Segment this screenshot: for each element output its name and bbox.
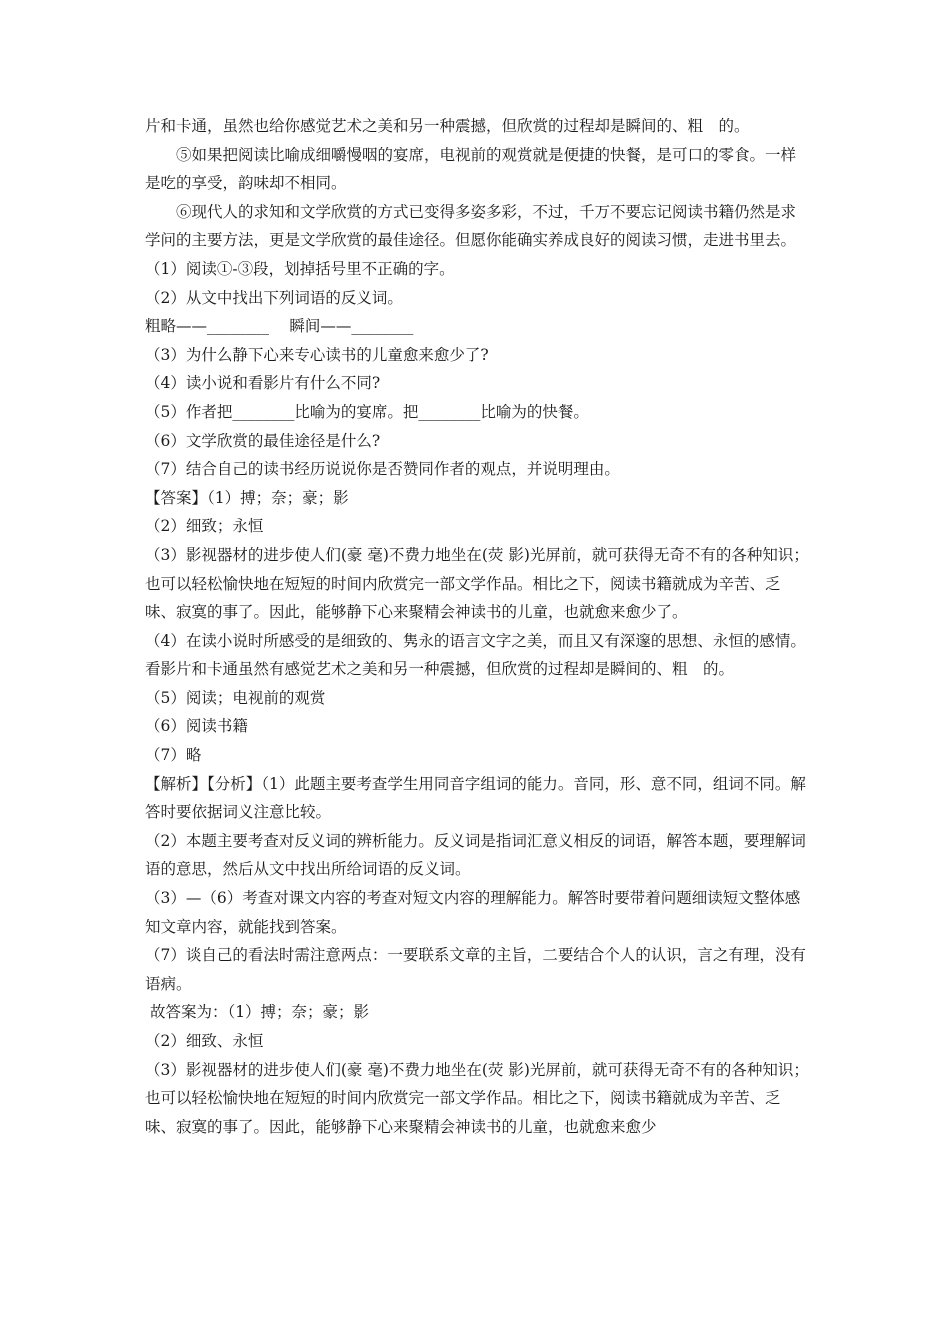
text-paragraph: 片和卡通，虽然也给你感觉艺术之美和另一种震撼，但欣赏的过程却是瞬间的、粗 的。	[145, 117, 750, 135]
text-paragraph: （2）细致、永恒	[145, 1032, 264, 1050]
text-paragraph: （7）谈自己的看法时需注意两点：一要联系文章的主旨，二要结合个人的认识，言之有理，没有语病。	[145, 946, 806, 993]
text-paragraph: 粗略——________ 瞬间——________	[145, 317, 414, 336]
text-paragraph: （3）影视器材的进步使人们(豪 毫)不费力地坐在(荧 影)光屏前，就可获得无奇不有的各种知识；也可以轻松愉快地在短短的时间内欣赏完一部文学作品。相比之下，阅读书籍就成为辛苦、乏味、寂寞的事了。因此，能够静下心来聚精会神读书的儿童，也就愈来愈少	[145, 1060, 809, 1136]
text-paragraph: （5）阅读；电视前的观赏	[145, 688, 326, 707]
text-paragraph: （2）本题主要考查对反义词的辨析能力。反义词是指词汇意义相反的词语，解答本题，要理解词语的意思，然后从文中找出所给词语的反义词。	[145, 831, 806, 879]
text-paragraph: （7）结合自己的读书经历说说你是否赞同作者的观点，并说明理由。	[145, 460, 620, 479]
text-paragraph: （3）—（6）考查对课文内容的考查对短文内容的理解能力。解答时要带着问题细读短文整体感知文章内容，就能找到答案。	[145, 889, 801, 936]
text-paragraph: 故答案为：（1）搏；奈；豪；影	[145, 1003, 370, 1022]
text-paragraph: （7）略	[145, 746, 202, 765]
text-paragraph: 【解析】【分析】（1）此题主要考查学生用同音字组词的能力。音同，形、意不同，组词不同。解答时要依据词义注意比较。	[145, 774, 806, 822]
text-paragraph: ⑤如果把阅读比喻成细嚼慢咽的宴席，电视前的观赏就是便捷的快餐，是可口的零食。一样是吃的享受，韵味却不相同。	[145, 145, 797, 193]
text-paragraph: （2）细致；永恒	[145, 517, 264, 536]
text-paragraph: （5）作者把________比喻为的宴席。把________比喻为的快餐。	[145, 402, 589, 421]
text-paragraph: （1）阅读①-③段，划掉括号里不正确的字。	[145, 259, 455, 278]
text-paragraph: ⑥现代人的求知和文学欣赏的方式已变得多姿多彩，不过，千万不要忘记阅读书籍仍然是求学问的主要方法，更是文学欣赏的最佳途径。但愿你能确实养成良好的阅读习惯，走进书里去。	[145, 202, 797, 250]
text-paragraph: 【答案】（1）搏；奈；豪；影	[145, 488, 349, 507]
text-paragraph: （4）读小说和看影片有什么不同?	[145, 374, 381, 393]
text-paragraph: （4）在读小说时所感受的是细致的、隽永的语言文字之美，而且又有深邃的思想、永恒的感情。看影片和卡通虽然有感觉艺术之美和另一种震撼，但欣赏的过程却是瞬间的、粗 的。	[145, 631, 806, 679]
text-paragraph: （6）文学欣赏的最佳途径是什么?	[145, 431, 381, 450]
text-paragraph: （6）阅读书籍	[145, 717, 248, 736]
text-paragraph: （2）从文中找出下列词语的反义词。	[145, 288, 403, 307]
text-paragraph: （3）影视器材的进步使人们(豪 毫)不费力地坐在(荧 影)光屏前，就可获得无奇不有的各种知识；也可以轻松愉快地在短短的时间内欣赏完一部文学作品。相比之下，阅读书籍就成为辛苦、乏味、寂寞的事了。因此，能够静下心来聚精会神读书的儿童，也就愈来愈少了。	[145, 545, 809, 622]
document-body	[145, 112, 810, 1141]
text-paragraph: （3）为什么静下心来专心读书的儿童愈来愈少了?	[145, 345, 489, 364]
